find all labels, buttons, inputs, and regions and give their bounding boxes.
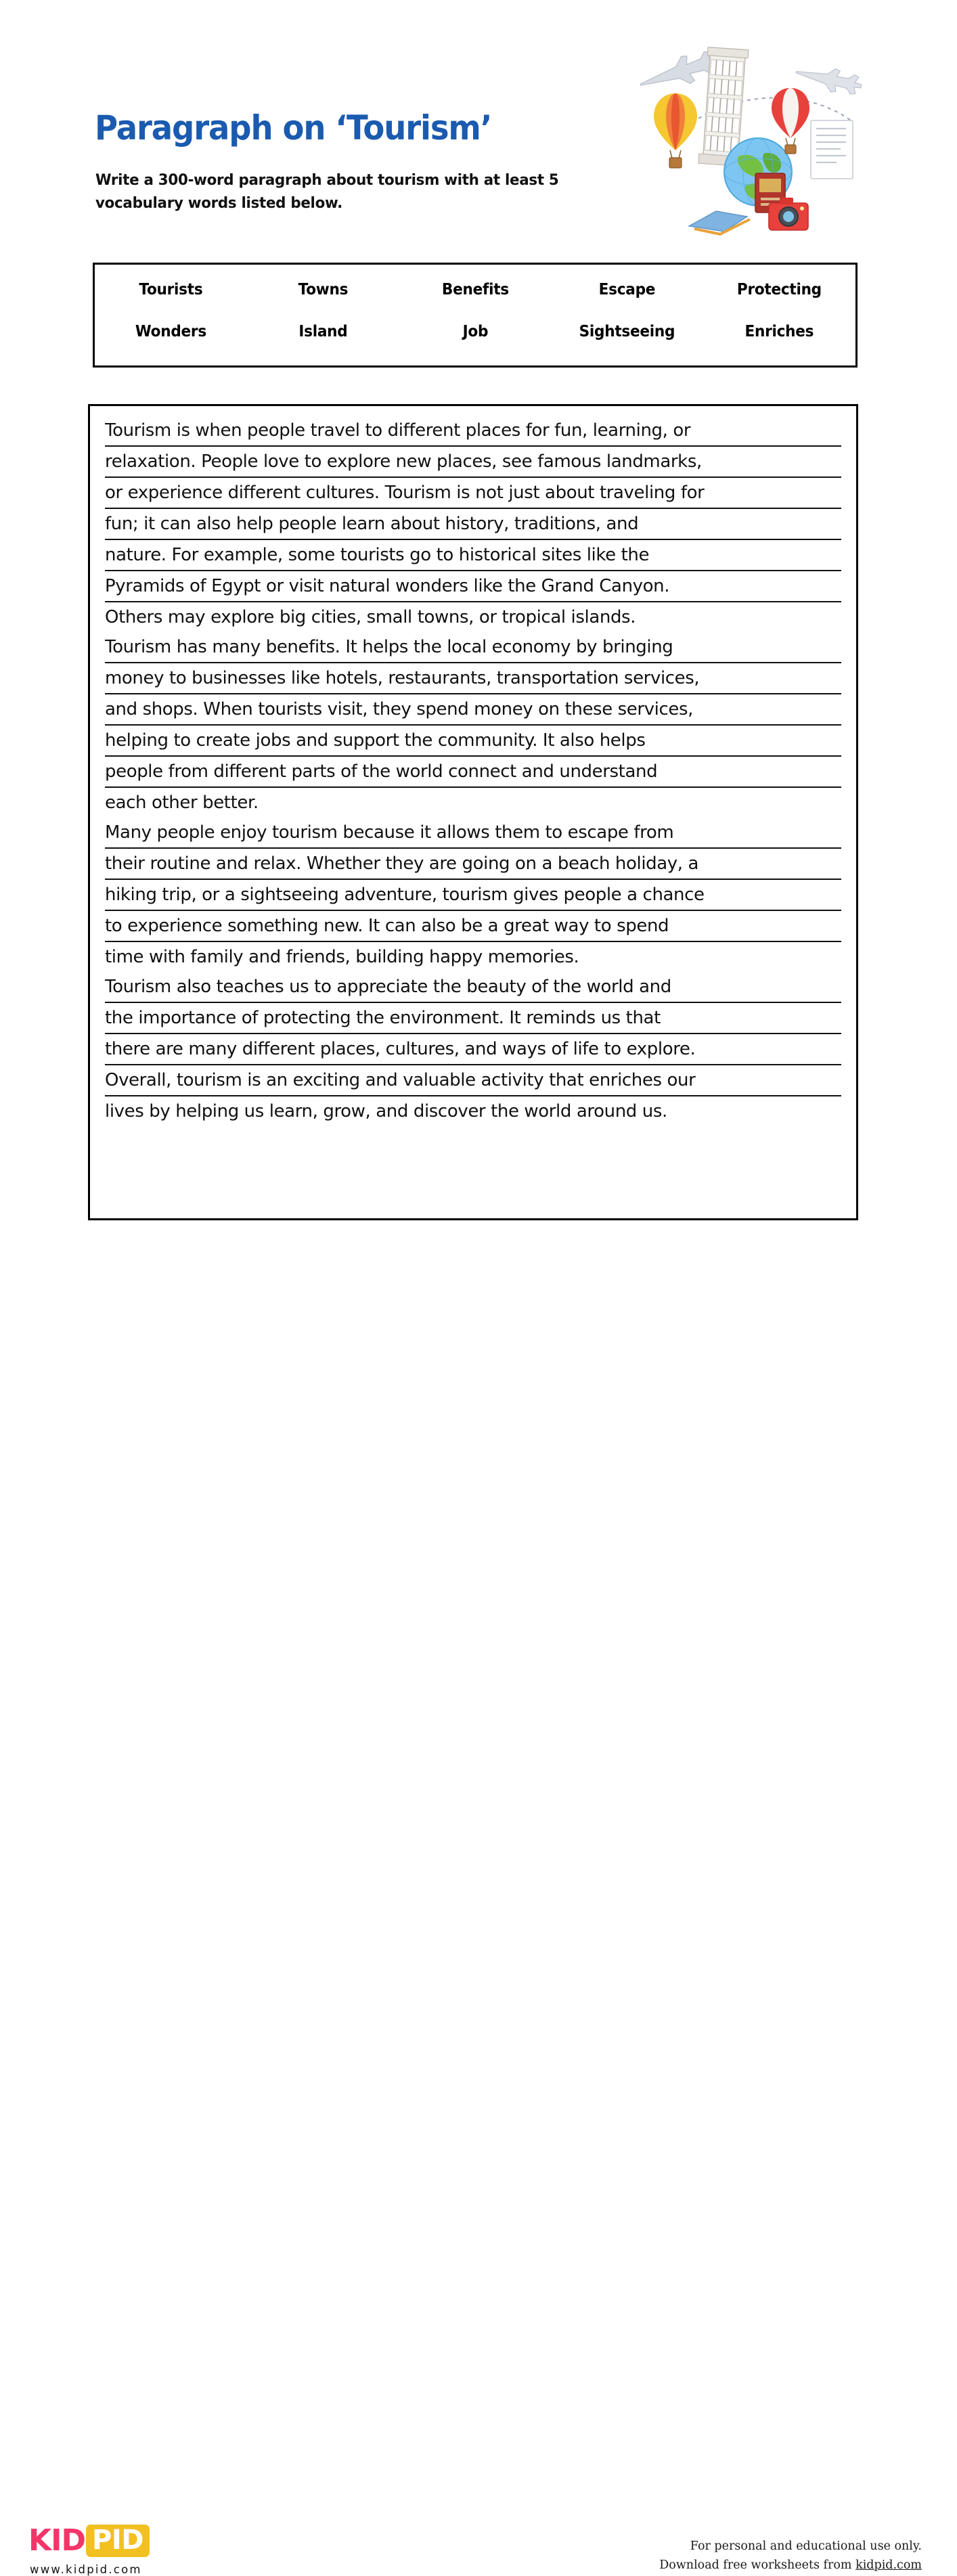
- worksheet-header: [0, 0, 957, 257]
- hot-air-balloon-yellow-icon: [654, 93, 697, 168]
- vocab-word: Towns: [298, 281, 348, 298]
- paragraph-line: Others may explore big cities, small towns, or tropical islands.: [105, 602, 841, 632]
- footer-note-line-1: For personal and educational use only.: [690, 2539, 922, 2553]
- paragraph-line: hiking trip, or a sightseeing adventure, tourism gives people a chance: [105, 880, 841, 911]
- logo-pid-text: PID: [86, 2525, 150, 2557]
- logo-kid-text: KID: [28, 2523, 85, 2558]
- writing-answer-box[interactable]: [88, 404, 858, 1220]
- paragraph-line: Pyramids of Egypt or visit natural wonders like the Grand Canyon.: [105, 571, 841, 602]
- paragraph-line: people from different parts of the world connect and understand: [105, 757, 841, 788]
- page-title: Paragraph on ‘Tourism’: [95, 108, 492, 148]
- vocab-word: Sightseeing: [579, 323, 675, 340]
- footer-note-line-2: [659, 2556, 922, 2575]
- paragraph-line: relaxation. People love to explore new places, see famous landmarks,: [105, 447, 841, 478]
- paragraph-text: [105, 416, 841, 1126]
- paragraph-line: Many people enjoy tourism because it allows them to escape from: [105, 818, 841, 849]
- airplane-icon: [794, 61, 864, 98]
- paragraph-line: nature. For example, some tourists go to historical sites like the: [105, 540, 841, 571]
- vocab-word: Job: [462, 323, 488, 340]
- paragraph-line: the importance of protecting the environment. It reminds us that: [105, 1003, 841, 1034]
- paragraph-line: money to businesses like hotels, restaurants, transportation services,: [105, 663, 841, 694]
- paragraph-line: lives by helping us learn, grow, and discover the world around us.: [105, 1096, 841, 1126]
- logo-website-url: www.kidpid.com: [30, 2563, 142, 2576]
- vocab-word: Island: [298, 323, 348, 340]
- paragraph-line: or experience different cultures. Tourism is not just about traveling for: [105, 478, 841, 509]
- vocab-word: Escape: [599, 281, 656, 298]
- luggage-icon: [689, 211, 750, 234]
- footer-usage-note: [659, 2537, 922, 2575]
- paragraph-line: and shops. When tourists visit, they spend money on these services,: [105, 694, 841, 726]
- kidpid-logo[interactable]: [28, 2525, 150, 2576]
- vocab-word: Benefits: [441, 281, 509, 298]
- documents-icon: [811, 120, 853, 179]
- paragraph-line: helping to create jobs and support the community. It also helps: [105, 726, 841, 757]
- paragraph-line: time with family and friends, building happy memories.: [105, 942, 841, 972]
- paragraph-line: Tourism has many benefits. It helps the local economy by bringing: [105, 632, 841, 663]
- vocabulary-row-1: [95, 281, 855, 298]
- page-subtitle: Write a 300-word paragraph about tourism with at least 5 vocabulary words listed below.: [95, 171, 559, 212]
- footer-note-prefix: Download free worksheets from: [659, 2558, 856, 2572]
- logo-wordmark: [28, 2525, 150, 2557]
- vocabulary-box: [93, 263, 858, 368]
- vocab-word: Protecting: [737, 281, 822, 298]
- vocab-word: Enriches: [744, 323, 814, 340]
- worksheet-footer: [0, 1245, 957, 2576]
- kidpid-link[interactable]: kidpid.com: [855, 2558, 922, 2572]
- paragraph-line: each other better.: [105, 788, 841, 818]
- vocab-word: Wonders: [135, 323, 206, 340]
- camera-icon: [769, 198, 808, 230]
- vocab-word: Tourists: [139, 281, 203, 298]
- paragraph-line: to experience something new. It can also be a great way to spend: [105, 911, 841, 942]
- vocabulary-row-2: [95, 323, 855, 340]
- travel-tourism-illustration: [629, 41, 880, 244]
- paragraph-line: their routine and relax. Whether they are going on a beach holiday, a: [105, 849, 841, 880]
- paragraph-line: fun; it can also help people learn about history, traditions, and: [105, 509, 841, 540]
- paragraph-line: there are many different places, cultures, and ways of life to explore.: [105, 1034, 841, 1065]
- paragraph-line: Tourism also teaches us to appreciate the beauty of the world and: [105, 972, 841, 1003]
- paragraph-line: Overall, tourism is an exciting and valuable activity that enriches our: [105, 1065, 841, 1096]
- paragraph-line: Tourism is when people travel to different places for fun, learning, or: [105, 416, 841, 447]
